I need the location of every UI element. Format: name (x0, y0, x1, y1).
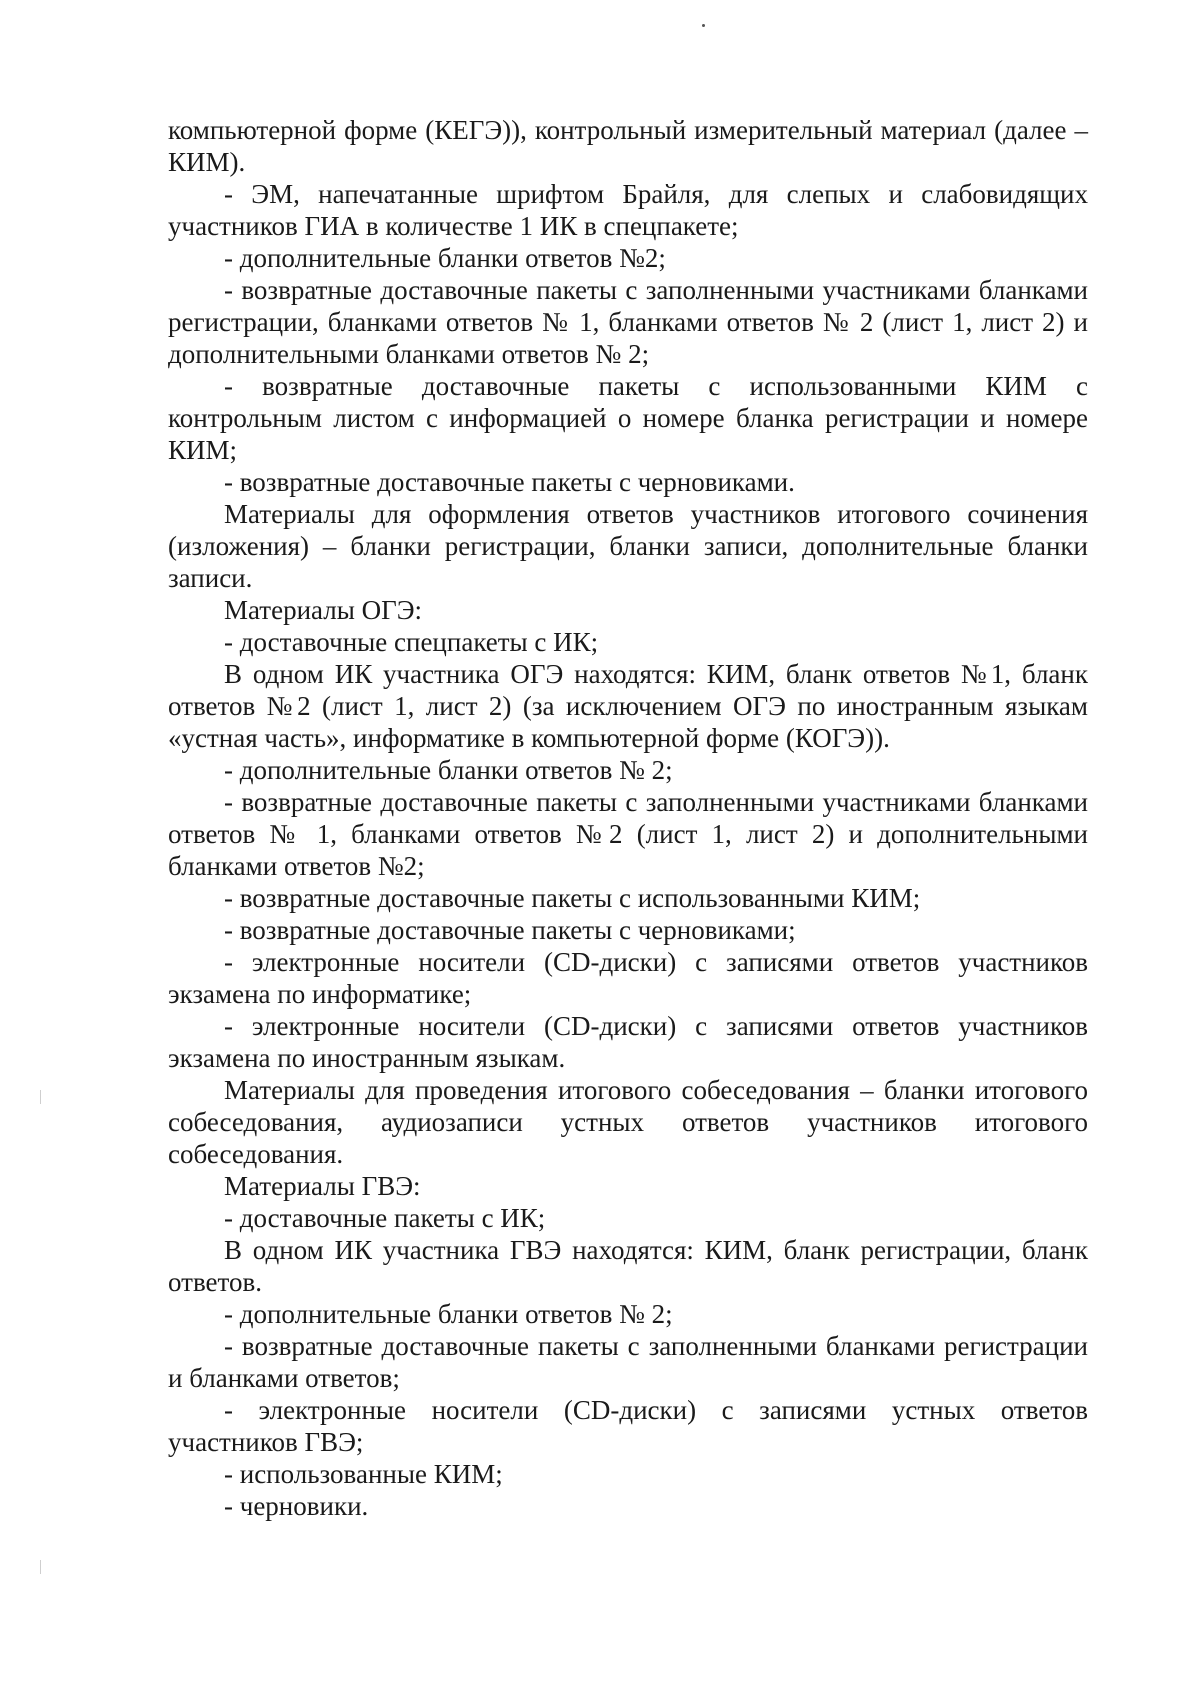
paragraph: компьютерной форме (КЕГЭ)), контрольный измерительный материал (далее – КИМ). (168, 115, 1088, 177)
list-item: - электронные носители (CD-диски) с записями устных ответов участников ГВЭ; (168, 1395, 1088, 1457)
list-item: - использованные КИМ; (224, 1459, 503, 1489)
paragraph: В одном ИК участника ГВЭ находятся: КИМ, бланк регистрации, бланк ответов. (168, 1235, 1088, 1297)
margin-mark (40, 1090, 41, 1104)
document-body (168, 114, 1088, 1522)
list-item: - возвратные доставочные пакеты с заполненными бланками регистрации и бланками ответов; (168, 1331, 1088, 1393)
list-item: - ЭМ, напечатанные шрифтом Брайля, для слепых и слабовидящих участников ГИА в количестве 1 ИК в спецпакете; (168, 179, 1088, 241)
list-item: - черновики. (224, 1491, 369, 1521)
list-item: - дополнительные бланки ответов № 2; (224, 1299, 673, 1329)
list-item: - возвратные доставочные пакеты с черновиками. (224, 467, 795, 497)
list-item: - возвратные доставочные пакеты с использованными КИМ с контрольным листом с информацией о номере бланка регистрации и номере КИМ; (168, 371, 1088, 465)
list-item: - возвратные доставочные пакеты с черновиками; (224, 915, 796, 945)
list-item: - электронные носители (CD-диски) с записями ответов участников экзамена по информатике; (168, 947, 1088, 1009)
list-item: - доставочные спецпакеты с ИК; (224, 627, 599, 657)
scan-dot (702, 24, 705, 27)
list-item: - дополнительные бланки ответов № 2; (224, 755, 673, 785)
paragraph: Материалы для оформления ответов участников итогового сочинения (изложения) – бланки регистрации, бланки записи, дополнительные бланки записи. (168, 499, 1088, 593)
list-item: - электронные носители (CD-диски) с записями ответов участников экзамена по иностранным языкам. (168, 1011, 1088, 1073)
margin-mark (40, 1560, 41, 1574)
paragraph: Материалы для проведения итогового собеседования – бланки итогового собеседования, аудиозаписи устных ответов участников итогового собеседования. (168, 1075, 1088, 1169)
list-item: - возвратные доставочные пакеты с использованными КИМ; (224, 883, 921, 913)
paragraph: В одном ИК участника ОГЭ находятся: КИМ, бланк ответов №1, бланк ответов №2 (лист 1, лист 2) (за исключением ОГЭ по иностранным языкам «устная часть», информатике в компьютерной форме (КОГЭ)). (168, 659, 1088, 753)
section-heading: Материалы ОГЭ: (224, 595, 423, 625)
list-item: - дополнительные бланки ответов №2; (224, 243, 666, 273)
section-heading: Материалы ГВЭ: (224, 1171, 421, 1201)
list-item: - доставочные пакеты с ИК; (224, 1203, 546, 1233)
list-item: - возвратные доставочные пакеты с заполненными участниками бланками регистрации, бланками ответов № 1, бланками ответов № 2 (лист 1, лист 2) и дополнительными бланками ответов № 2; (168, 275, 1088, 369)
list-item: - возвратные доставочные пакеты с заполненными участниками бланками ответов № 1, бланками ответов №2 (лист 1, лист 2) и дополнительными бланками ответов №2; (168, 787, 1088, 881)
